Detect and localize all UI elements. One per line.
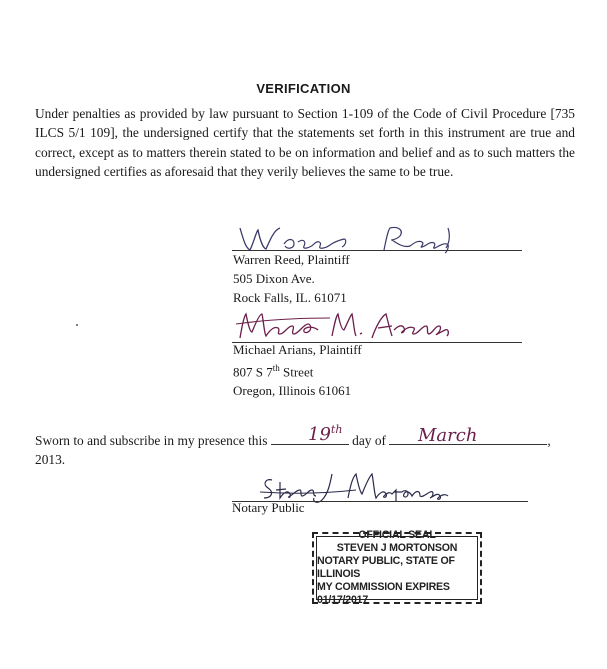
signer-name: Michael Arians, Plaintiff <box>233 342 362 357</box>
seal-line: NOTARY PUBLIC, STATE OF ILLINOIS <box>317 555 455 580</box>
notary-seal-stamp <box>312 529 482 606</box>
signer-address-line2: Oregon, Illinois 61061 <box>233 383 352 399</box>
notary-seal-text <box>316 529 478 606</box>
signer-address-line1: 807 S 7th Street <box>233 363 314 380</box>
seal-line: MY COMMISSION EXPIRES 01/17/2017 <box>317 581 450 606</box>
jurat-prefix: Sworn to and subscribe in my presence this <box>35 433 268 448</box>
verification-statement: Under penalties as provided by law pursuant to Section 1-109 of the Code of Civil Procedure [735 ILCS 5/1 109], the undersigned certify that the statements set forth in this instrument are true and correct, except as to matters therein stated to be on information and belief and as to such matters the undersigned certifies as aforesaid that they verily believes the same to be true. <box>35 106 575 179</box>
seal-line: OFFICIAL SEAL <box>358 529 436 541</box>
signer-name: Warren Reed, Plaintiff <box>233 252 350 267</box>
signer-address-line2: Rock Falls, IL. 61071 <box>233 290 347 305</box>
handwritten-month: March <box>418 425 478 446</box>
signer-address-line1: 505 Dixon Ave. <box>233 271 315 286</box>
jurat-line <box>35 430 575 469</box>
handwritten-day: 19th <box>308 423 343 445</box>
signer-block-warren-reed <box>233 250 350 307</box>
jurat-year: 2013. <box>35 452 66 467</box>
jurat-suffix: , <box>547 433 551 448</box>
notary-label: Notary Public <box>232 500 305 515</box>
seal-line: STEVEN J MORTONSON <box>336 542 458 554</box>
signer-block-michael-arians <box>233 340 362 400</box>
document-title: VERIFICATION <box>256 81 351 96</box>
stray-mark <box>76 324 78 326</box>
jurat-middle: day of <box>352 433 386 448</box>
